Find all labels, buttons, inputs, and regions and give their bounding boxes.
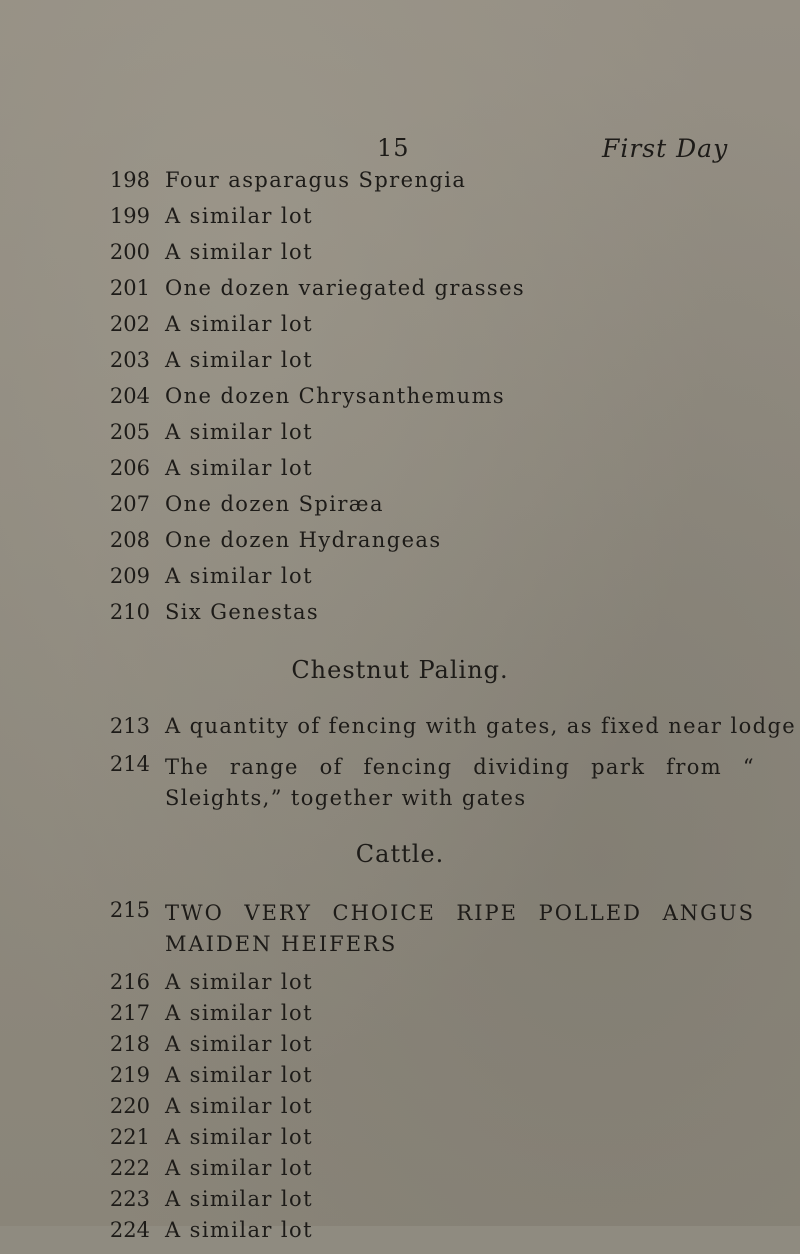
lot-description: A similar lot <box>165 1001 313 1025</box>
lot-row <box>0 714 800 750</box>
lot-row <box>0 898 800 968</box>
lot-description: A similar lot <box>165 420 313 444</box>
lot-description: One dozen Chrysanthemums <box>165 384 506 408</box>
lot-description: One dozen Hydrangeas <box>165 528 442 552</box>
section-heading-cattle: Cattle. <box>355 840 445 868</box>
lot-number: 223 <box>109 1187 150 1211</box>
lot-row <box>0 420 800 456</box>
lot-description: A similar lot <box>165 564 313 588</box>
lot-description: One dozen variegated grasses <box>165 276 526 300</box>
lot-row <box>0 564 800 600</box>
lot-number: 201 <box>109 276 150 300</box>
lot-row <box>0 600 800 636</box>
lot-description: A similar lot <box>165 1156 313 1180</box>
lot-description: A similar lot <box>165 1187 313 1211</box>
lot-number: 207 <box>109 492 150 516</box>
lot-row <box>0 312 800 348</box>
lot-row <box>0 348 800 384</box>
lot-number: 206 <box>109 456 150 480</box>
lot-number: 219 <box>109 1063 150 1087</box>
lot-description: A similar lot <box>165 204 313 228</box>
lot-description: A similar lot <box>165 1063 313 1087</box>
page-number: 15 <box>377 134 410 162</box>
lot-row <box>0 168 800 204</box>
lot-description: A quantity of fencing with gates, as fixed near lodge <box>165 714 797 738</box>
lot-row <box>0 384 800 420</box>
lot-number: 208 <box>109 528 150 552</box>
lot-description: A similar lot <box>165 1125 313 1149</box>
lot-description: A similar lot <box>165 312 313 336</box>
lot-description: TWO VERY CHOICE RIPE POLLED ANGUS MAIDEN HEIFERS <box>165 901 755 956</box>
lot-number: 215 <box>109 898 150 922</box>
lot-description: Six Genestas <box>165 600 320 624</box>
lot-description: Four asparagus Sprengia <box>165 168 467 192</box>
lot-description: The range of fencing dividing park from “ Sleights,” together with gates <box>165 755 755 810</box>
lot-number: 217 <box>109 1001 150 1025</box>
lot-row <box>0 456 800 492</box>
lot-number: 224 <box>109 1218 150 1242</box>
lot-number: 220 <box>109 1094 150 1118</box>
lot-row <box>0 528 800 564</box>
lot-number: 209 <box>109 564 150 588</box>
section-title: First Day <box>602 134 729 163</box>
lot-description: A similar lot <box>165 1032 313 1056</box>
lot-number: 216 <box>109 970 150 994</box>
lot-row <box>0 240 800 276</box>
lot-number: 210 <box>109 600 150 624</box>
lot-number: 221 <box>109 1125 150 1149</box>
lot-number: 199 <box>109 204 150 228</box>
lot-number: 213 <box>109 714 150 738</box>
lot-number: 200 <box>109 240 150 264</box>
lot-description: A similar lot <box>165 970 313 994</box>
lot-row <box>0 204 800 240</box>
lot-row <box>0 752 800 822</box>
lot-row <box>0 1218 800 1254</box>
lot-description: One dozen Spiræa <box>165 492 384 516</box>
lot-number: 222 <box>109 1156 150 1180</box>
lot-description: A similar lot <box>165 348 313 372</box>
lot-row <box>0 276 800 312</box>
lot-number: 214 <box>109 752 150 776</box>
lot-number: 203 <box>109 348 150 372</box>
lot-number: 205 <box>109 420 150 444</box>
section-heading-chestnut-paling: Chestnut Paling. <box>291 656 509 684</box>
lot-number: 218 <box>109 1032 150 1056</box>
lot-description: A similar lot <box>165 1218 313 1242</box>
lot-number: 202 <box>109 312 150 336</box>
lot-description: A similar lot <box>165 1094 313 1118</box>
lot-row <box>0 492 800 528</box>
lot-number: 198 <box>109 168 150 192</box>
lot-description: A similar lot <box>165 240 313 264</box>
lot-description: A similar lot <box>165 456 313 480</box>
lot-number: 204 <box>109 384 150 408</box>
